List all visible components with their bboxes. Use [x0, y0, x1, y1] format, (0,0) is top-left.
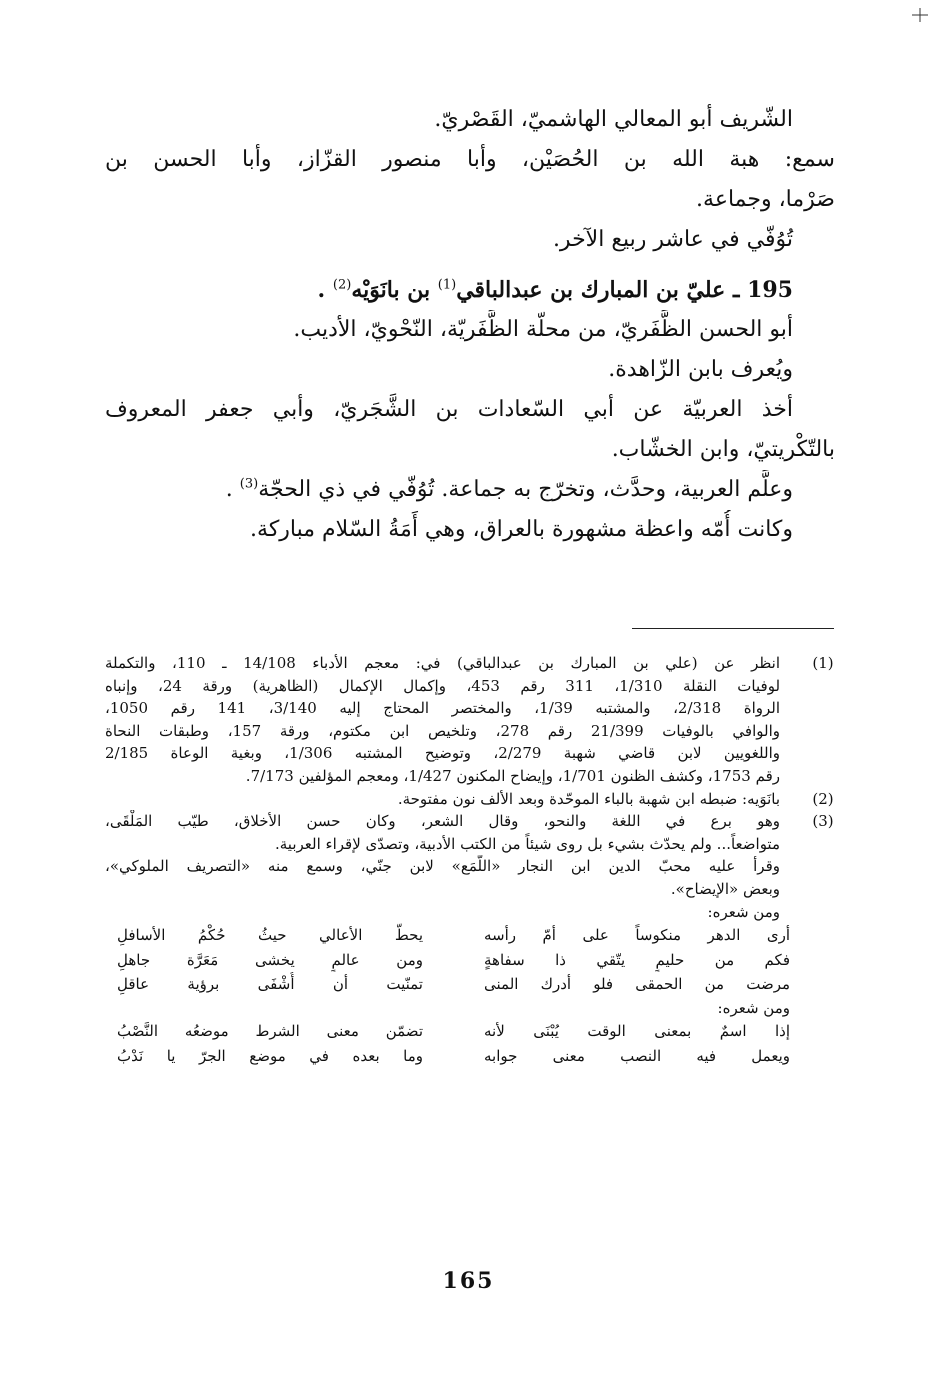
text-line: تُوُفّي في عاشر ربيع الآخر. — [552, 227, 793, 252]
poem-verse — [117, 1044, 790, 1069]
entry-heading-surname: بن بانَوَيْه — [351, 277, 431, 303]
footnote-line: رقم 1753، وكشف الظنون 1/701، وإيضاح المكنون 1/427، ومعجم المؤلفين 7/173. — [245, 766, 780, 785]
footnote-number: (1) — [812, 654, 834, 672]
text-line: أخذ العربيّة عن أبي السّعادات بن الشَّجَريّ، وأبي جعفر المعروف — [105, 397, 793, 422]
footnote-ref: (2) — [332, 277, 352, 293]
poem-verse — [117, 972, 790, 997]
footnote-number: (2) — [812, 789, 834, 808]
text-line: بالتّكْريتيّ، وابن الخشّاب. — [611, 437, 835, 462]
verse-first-hemistich: ويعمل فيه النصب معنى جوابه — [484, 1046, 790, 1065]
verse-second-hemistich: تمنّيت أن أُشْفَى برؤية عاقلِ — [117, 975, 423, 994]
verse-second-hemistich: تضمّن معنى الشرط موضعُه النَّصْبُ — [117, 1022, 423, 1041]
text-line: ويُعرف بابن الزّاهدة. — [608, 357, 793, 382]
footnote-line: وبعض «الإيضاح». — [670, 879, 780, 898]
text-line: أبو الحسن الظَّفَريّ، من محلّة الظَّفَريّة، النّحْويّ، الأديب. — [293, 317, 793, 342]
poem-2 — [105, 1019, 840, 1068]
text-line: وكانت أُمّه واعظة مشهورة بالعراق، وهي أَمَةُ السّلام مباركة. — [250, 517, 793, 542]
poem-verse — [117, 948, 790, 973]
verse-first-hemistich: إذا اسمٌ بمعنى الوقت يُبْنَى لأنه — [484, 1022, 790, 1041]
footnote-line: واللغويين لابن قاضي شهبة 2/279، وتوضيح المشتبه 1/306، وبغية الوعاة 2/185 — [105, 744, 780, 763]
entry-heading-name: 195 ـ عليّ بن المبارك بن عبدالباقي — [456, 277, 793, 303]
text-line: صَرْما، وجماعة. — [696, 187, 835, 212]
footnote-number: (3) — [812, 812, 834, 831]
footnote-line: والوافي بالوفيات 21/399 رقم 278، وتلخيص ابن مكتوم، ورقة 157، وطبقات النحاة — [105, 721, 780, 740]
poem-verse — [117, 923, 790, 948]
corner-registration-mark — [912, 8, 928, 22]
footnote-3 — [105, 810, 840, 923]
footnote-line: وقرأ عليه محبّ الدين ابن النجار «اللُّمَع» لابن جنّي، وسمع منه «التصريف الملوكي»، — [105, 857, 780, 876]
verse-first-hemistich: مرضت من الحمقى فلو أدرك المنى — [484, 975, 790, 994]
main-text — [105, 100, 835, 550]
text-line: سمع: هبة الله بن الحُصَيْن، وأبا منصور القزّاز، وأبا الحسن بن — [105, 147, 835, 172]
footnote-line: ومن شعره: — [707, 902, 780, 921]
footnote-ref: (1) — [437, 277, 457, 293]
text-line: وعلَّم العربية، وحدَّث، وتخرّج به جماعة. تُوُفّي في ذي الحجّة$^{(3)}$ . — [225, 476, 793, 502]
page-number: 165 — [442, 1268, 495, 1294]
footnote-line: متواضعاً... ولم يحدّث بشيء بل روى شيئاً من الكتب الأدبية، وتصدّى لإقراء العربية. — [275, 834, 780, 853]
text-line: الشّريف أبو المعالي الهاشميّ، القَصْريّ. — [434, 107, 793, 132]
poem-label: ومن شعره: — [717, 998, 790, 1017]
footnote-ref: (3) — [239, 476, 259, 492]
footnote-line: بانَوَيه: ضبطه ابن شهبة بالباء الموحّدة وبعد الألف نون مفتوحة. — [397, 789, 780, 808]
footnote-line: انظر عن (علي بن المبارك بن عبدالباقي) في: معجم الأدباء 14/108 ـ 110، والتكملة — [105, 654, 780, 672]
footnote-2 — [105, 788, 840, 811]
poem-verse — [117, 1019, 790, 1044]
poem-1 — [105, 923, 840, 997]
verse-first-hemistich: أرى الدهر منكوساً على أمّ رأسه — [484, 926, 790, 945]
footnote-line: الرواة 2/318، والمشتبه 1/39، والمختصر المحتاج إليه 3/140، 141 رقم 1050، — [105, 699, 780, 718]
footnote-1 — [105, 652, 840, 788]
verse-first-hemistich: فكم من حليمٍ يتّقي ذا سفاهةٍ — [484, 950, 790, 969]
footnote-line: وهو برع في اللغة والنحو، وقال الشعر، وكان حسن الأخلاق، طيّب المَلْقَى، — [105, 812, 780, 831]
footnotes — [105, 652, 840, 1068]
verse-second-hemistich: يحطُّ الأعالي حيثُ حُكْمُ الأسافلِ — [117, 926, 423, 945]
verse-second-hemistich: ومن عالمٍ يخشى مَعَرَّة جاهلِ — [117, 950, 423, 969]
footnote-divider — [632, 628, 834, 629]
verse-second-hemistich: وما بعده في موضع الجرّ يا نَدْبُ — [117, 1046, 423, 1065]
entry-heading: 195 ـ عليّ بن المبارك بن عبدالباقي$^{(1)}$ بن بانَوَيْه$^{(2)}$ . — [317, 277, 793, 303]
footnote-line: لوفيات النقلة 1/310، 311 رقم 453، وإكمال الإكمال (الظاهرية) ورقة 24، وإنباه — [105, 676, 780, 695]
